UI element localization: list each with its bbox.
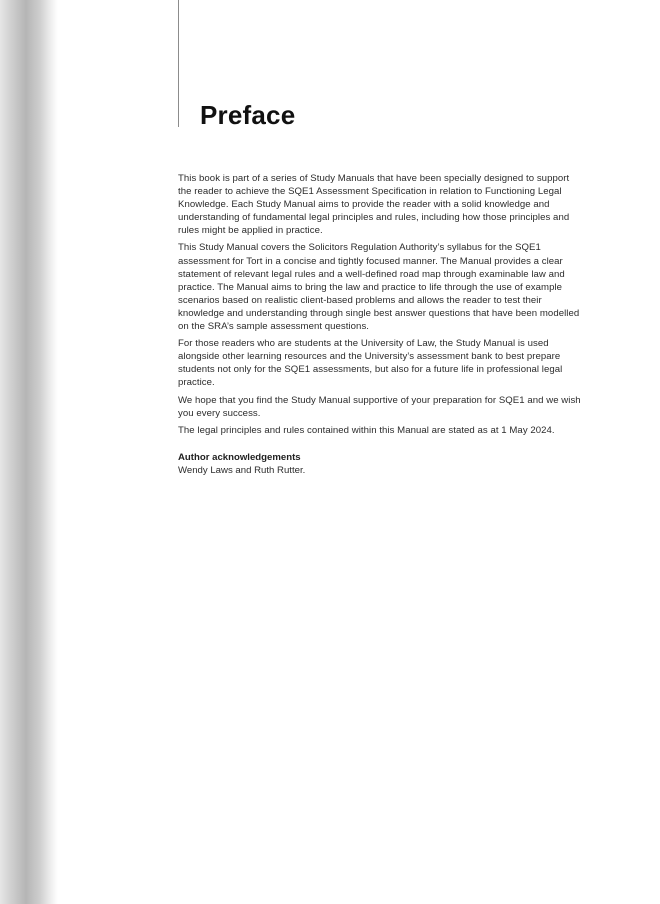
preface-paragraph: This book is part of a series of Study Manuals that have been specially designed to support the reader to achieve the SQE1 Assessment Specification in relation to Functioning Legal Knowledge. Each Study Manual aims to provide the reader with a solid knowledge and understanding of fundamental legal principles and rules, including how those principles and rules might be applied in practice. xyxy=(178,173,570,237)
preface-paragraph: This Study Manual covers the Solicitors Regulation Authority’s syllabus for the SQE1 assessment for Tort in a concise and tightly focused manner. The Manual provides a clear statement of relevant legal rules and a well-defined road map through examinable law and practice. The Manual aims to bring the law and practice to life through the use of example scenarios based on realistic client-based problems and allows the reader to test their knowledge and understanding through single best answer questions that have been modelled on the SRA’s sample assessment questions. xyxy=(178,242,580,333)
acknowledgements-heading: Author acknowledgements xyxy=(178,451,301,463)
title-vertical-rule xyxy=(178,0,179,127)
preface-paragraph: We hope that you find the Study Manual supportive of your preparation for SQE1 and we wish you every success. xyxy=(178,394,581,419)
preface-body xyxy=(178,172,582,477)
preface-paragraph: The legal principles and rules contained within this Manual are stated as at 1 May 2024. xyxy=(178,424,555,436)
page-gutter-shadow xyxy=(0,0,58,904)
page-title: Preface xyxy=(200,100,296,130)
acknowledgements-names: Wendy Laws and Ruth Rutter. xyxy=(178,464,306,476)
preface-paragraph: For those readers who are students at the University of Law, the Study Manual is used alongside other learning resources and the University’s assessment bank to best prepare students not only for the SQE1 assessments, but also for a future life in professional legal practice. xyxy=(178,338,563,389)
